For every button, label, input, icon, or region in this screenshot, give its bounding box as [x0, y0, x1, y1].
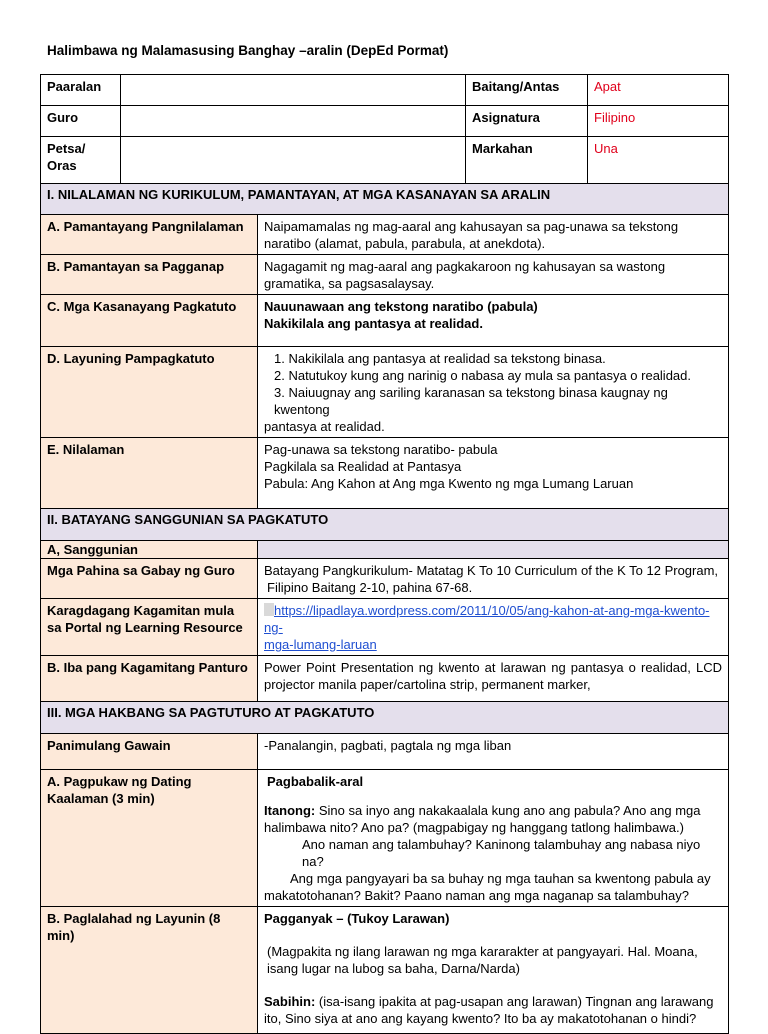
guro-label: Guro — [41, 106, 121, 137]
section-3-heading: III. MGA HAKBANG SA PAGTUTURO AT PAGKATUTO — [41, 702, 729, 734]
pagpukaw-value — [258, 770, 729, 907]
sabihin-paragraph — [264, 993, 722, 1027]
document-title: Halimbawa ng Malamasusing Banghay –aralin (DepEd Pormat) — [47, 43, 449, 58]
pagpukaw-label — [41, 770, 258, 907]
guro-value — [121, 106, 466, 137]
karag-label-line2: sa Portal ng Learning Resource — [47, 620, 243, 635]
pagbabalik-aral-heading: Pagbabalik-aral — [267, 774, 364, 789]
sanggunian-subheading: A, Sanggunian — [41, 541, 258, 559]
pagpukaw-line3: Ang mga pangyayari ba sa buhay ng mga tauhan sa kwentong pabula ay — [290, 871, 711, 886]
paaralan-value — [121, 75, 466, 106]
sabihin-text: (isa-isang ipakita at pag-usapan ang larawan) Tingnan ang larawang ito, Sino siya at ano ang kayang kwento? Ito ba ay makatotohanan o hindi? — [264, 994, 714, 1026]
gabay-line1: Batayang Pangkurikulum- Matatag K To 10 Curriculum of the K To 12 Program, — [264, 563, 719, 578]
pamantayan-pagganap-label: B. Pamantayan sa Pagganap — [41, 255, 258, 295]
asignatura-value: Filipino — [588, 106, 729, 137]
pagganyak-paragraph: (Magpakita ng ilang larawan ng mga kararakter at pangyayari. Hal. Moana, isang lugar na lubog sa baha, Darna/Narda) — [267, 944, 698, 976]
petsa-label — [41, 137, 121, 184]
resource-link-line2[interactable]: mga-lumang-laruan — [264, 637, 377, 652]
nilalaman-value — [258, 438, 729, 509]
gabay-guro-value — [258, 559, 729, 599]
markahan-label: Markahan — [466, 137, 588, 184]
section-1-heading: I. NILALAMAN NG KURIKULUM, PAMANTAYAN, AT MGA KASANAYAN SA ARALIN — [41, 184, 729, 215]
pagpukaw-line4: makatotohanan? Bakit? Paano naman ang mga naganap sa talambuhay? — [264, 888, 689, 903]
paglalahad-label: B. Paglalahad ng Layunin (8 min) — [41, 907, 258, 1034]
karagdagang-kagamitan-value — [258, 599, 729, 656]
pamantayang-pangnilalaman-label: A. Pamantayang Pangnilalaman — [41, 215, 258, 255]
sanggunian-subheading-filler — [258, 541, 729, 559]
paaralan-label: Paaralan — [41, 75, 121, 106]
section-2-heading: II. BATAYANG SANGGUNIAN SA PAGKATUTO — [41, 509, 729, 541]
layunin-item-2: 2. Natutukoy kung ang narinig o nabasa ay mula sa pantasya o realidad. — [274, 368, 691, 383]
pamantayang-pangnilalaman-value: Naipamamalas ng mag-aaral ang kahusayan sa pag-unawa sa tekstong naratibo (alamat, pabula, parabula, at anekdota). — [258, 215, 729, 255]
gabay-line2: Filipino Baitang 2-10, pahina 67-68. — [267, 580, 473, 595]
iba-pang-kagamitan-value: Power Point Presentation ng kwento at larawan ng pantasya o realidad, LCD projector manila paper/cartolina strip, permanent marker, — [258, 656, 729, 702]
gabay-guro-label: Mga Pahina sa Gabay ng Guro — [41, 559, 258, 599]
pagganyak-heading: Pagganyak – (Tukoy Larawan) — [264, 911, 450, 926]
resource-link-line1[interactable]: https://lipadlaya.wordpress.com/2011/10/05/ang-kahon-at-ang-mga-kwento-ng- — [264, 603, 710, 635]
layunin-item-3a: 3. Naiuugnay ang sariling karanasan sa tekstong binasa kaugnay ng kwentong — [274, 385, 668, 417]
markahan-value: Una — [588, 137, 729, 184]
lesson-plan-table — [40, 74, 729, 1034]
kasanayan-line1: Nauunawaan ang tekstong naratibo (pabula) — [264, 299, 538, 314]
nilalaman-line3: Pabula: Ang Kahon at Ang mga Kwento ng mga Lumang Laruan — [264, 476, 634, 491]
itanong-paragraph — [264, 802, 722, 836]
petsa-label-line2: Oras — [47, 158, 77, 173]
iba-pang-kagamitan-label: B. Iba pang Kagamitang Panturo — [41, 656, 258, 702]
nilalaman-label: E. Nilalaman — [41, 438, 258, 509]
karagdagang-kagamitan-label — [41, 599, 258, 656]
pagpukaw-label-line2: Kaalaman (3 min) — [47, 791, 155, 806]
paglalahad-value — [258, 907, 729, 1034]
petsa-value — [121, 137, 466, 184]
karag-label-line1: Karagdagang Kagamitan mula — [47, 603, 235, 618]
nilalaman-line2: Pagkilala sa Realidad at Pantasya — [264, 459, 462, 474]
layuning-pampagkatuto-value — [258, 347, 729, 438]
layuning-pampagkatuto-label: D. Layuning Pampagkatuto — [41, 347, 258, 438]
itanong-label: Itanong: — [264, 803, 316, 818]
petsa-label-line1: Petsa/ — [47, 141, 86, 156]
highlight-marker — [264, 603, 274, 616]
nilalaman-line1: Pag-unawa sa tekstong naratibo- pabula — [264, 442, 498, 457]
kasanayan-line2: Nakikilala ang pantasya at realidad. — [264, 316, 483, 331]
itanong-text: Sino sa inyo ang nakakaalala kung ano ang pabula? Ano ang mga halimbawa nito? Ano pa? (magpabigay ng hanggang tatlong halimbawa.) — [264, 803, 701, 835]
kasanayang-pagkatuto-value — [258, 295, 729, 347]
layunin-item-3b: pantasya at realidad. — [264, 419, 385, 434]
layunin-item-1: 1. Nakikilala ang pantasya at realidad sa tekstong binasa. — [274, 351, 606, 366]
panimulang-gawain-value: -Panalangin, pagbati, pagtala ng mga liban — [258, 734, 729, 770]
baitang-value: Apat — [588, 75, 729, 106]
pagpukaw-label-line1: A. Pagpukaw ng Dating — [47, 774, 192, 789]
baitang-label: Baitang/Antas — [466, 75, 588, 106]
sabihin-label: Sabihin: — [264, 994, 316, 1009]
asignatura-label: Asignatura — [466, 106, 588, 137]
pamantayan-pagganap-value: Nagagamit ng mag-aaral ang pagkakaroon ng kahusayan sa wastong gramatika, sa pagsasalaysay. — [258, 255, 729, 295]
panimulang-gawain-label: Panimulang Gawain — [41, 734, 258, 770]
pagpukaw-line2: Ano naman ang talambuhay? Kaninong talambuhay ang nabasa niyo na? — [302, 837, 701, 869]
kasanayang-pagkatuto-label: C. Mga Kasanayang Pagkatuto — [41, 295, 258, 347]
